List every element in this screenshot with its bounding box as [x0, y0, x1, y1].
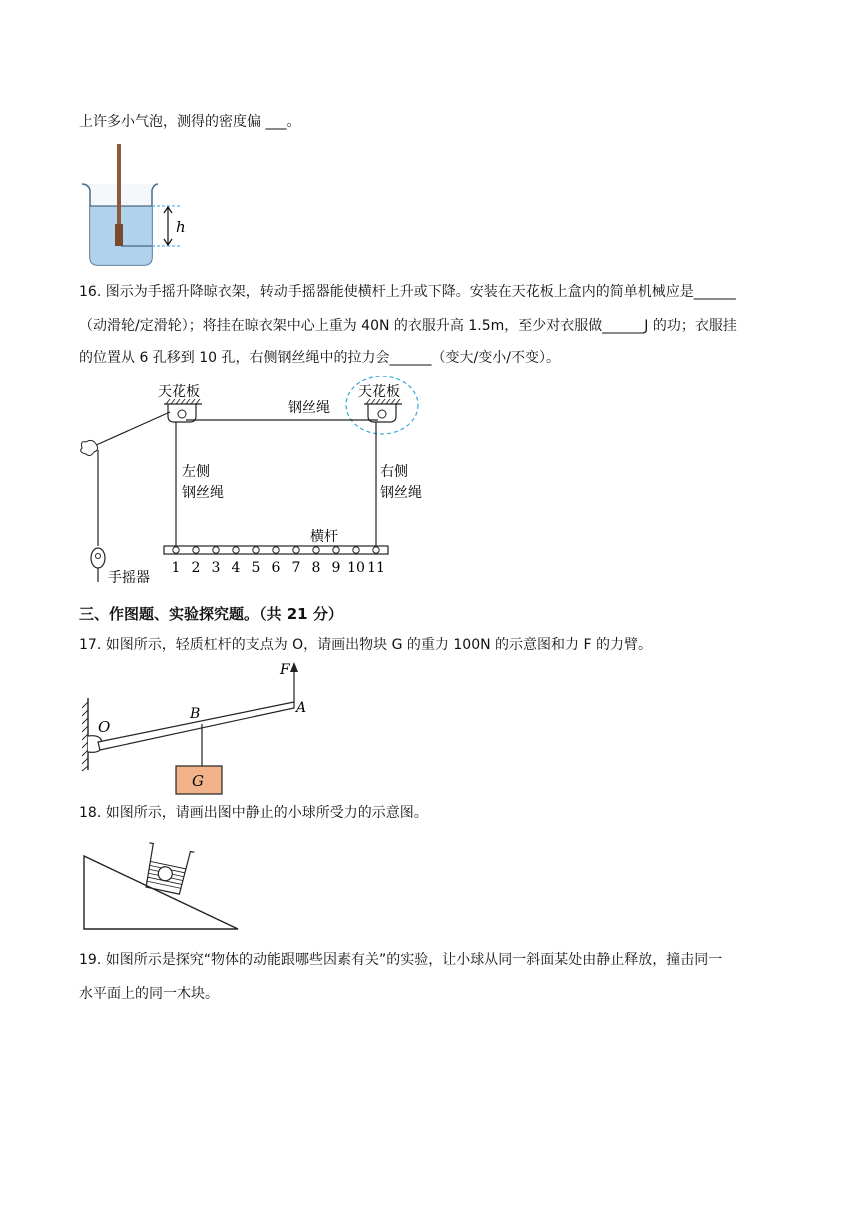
- hole-number-label: 6: [271, 560, 281, 576]
- hole-number-label: 8: [311, 560, 321, 576]
- bar-hole: [313, 547, 319, 553]
- question-16-line-1: 16. 图示为手摇升降晾衣架，转动手摇器能使横杆上升或下降。安装在天花板上盒内的简单机械应是______: [79, 284, 736, 300]
- incline-figure: [78, 838, 248, 934]
- question-19-line-2: 水平面上的同一木块。: [79, 986, 219, 1002]
- hole-number-label: 7: [291, 560, 301, 576]
- block-g-label: G: [192, 772, 204, 790]
- hole-number-label: 11: [367, 560, 385, 576]
- bar-hole: [213, 547, 219, 553]
- hole-number-label: 2: [191, 560, 201, 576]
- h-label: h: [176, 218, 186, 236]
- ceiling-right-label: 天花板: [358, 384, 400, 400]
- hole-number-label: 10: [347, 560, 365, 576]
- text-line-continued: 上许多小气泡，测得的密度偏 ___。: [79, 114, 301, 130]
- hole-number-label: 5: [251, 560, 261, 576]
- hole-number-label: 3: [211, 560, 221, 576]
- bar-hole: [233, 547, 239, 553]
- point-a-label: A: [296, 700, 307, 716]
- question-16-line-3: 的位置从 6 孔移到 10 孔，右侧钢丝绳中的拉力会______（变大/变小/不变）。: [79, 350, 560, 366]
- bar-hole: [353, 547, 359, 553]
- bar-hole: [333, 547, 339, 553]
- right-wire-label-2: 钢丝绳: [380, 485, 422, 501]
- bar-hole: [253, 547, 259, 553]
- left-wire-label-1: 左侧: [182, 464, 210, 480]
- force-f-label: F: [280, 662, 290, 678]
- section-3-heading: 三、作图题、实验探究题。（共 21 分）: [79, 605, 343, 623]
- bar-hole: [193, 547, 199, 553]
- crank-label: 手摇器: [108, 570, 150, 586]
- question-18: 18. 如图所示，请画出图中静止的小球所受力的示意图。: [79, 805, 428, 821]
- ceiling-left-label: 天花板: [158, 384, 200, 400]
- beaker-figure: [78, 142, 198, 270]
- bar-hole: [273, 547, 279, 553]
- pivot-o-label: O: [98, 718, 111, 736]
- point-b-label: B: [190, 706, 201, 722]
- right-wire-label-1: 右侧: [380, 464, 408, 480]
- question-17: 17. 如图所示，轻质杠杆的支点为 O，请画出物块 G 的重力 100N 的示意图和力 F 的力臂。: [79, 637, 652, 653]
- clothes-rack-figure: [76, 376, 436, 590]
- hole-number-label: 9: [331, 560, 341, 576]
- question-19-line-1: 19. 如图所示是探究“物体的动能跟哪些因素有关”的实验，让小球从同一斜面某处由静止释放，撞击同一: [79, 952, 723, 968]
- bar-hole: [373, 547, 379, 553]
- left-wire-label-2: 钢丝绳: [182, 485, 224, 501]
- wire-top-label: 钢丝绳: [288, 400, 330, 416]
- question-16-line-2: （动滑轮/定滑轮）；将挂在晾衣架中心上重为 40N 的衣服升高 1.5m，至少对衣服做______J 的功；衣服挂: [79, 318, 737, 334]
- bar-hole: [173, 547, 179, 553]
- hole-number-label: 1: [171, 560, 181, 576]
- lever-figure: [76, 658, 326, 798]
- hole-number-label: 4: [231, 560, 241, 576]
- bar-hole: [293, 547, 299, 553]
- bar-label: 横杆: [310, 529, 338, 545]
